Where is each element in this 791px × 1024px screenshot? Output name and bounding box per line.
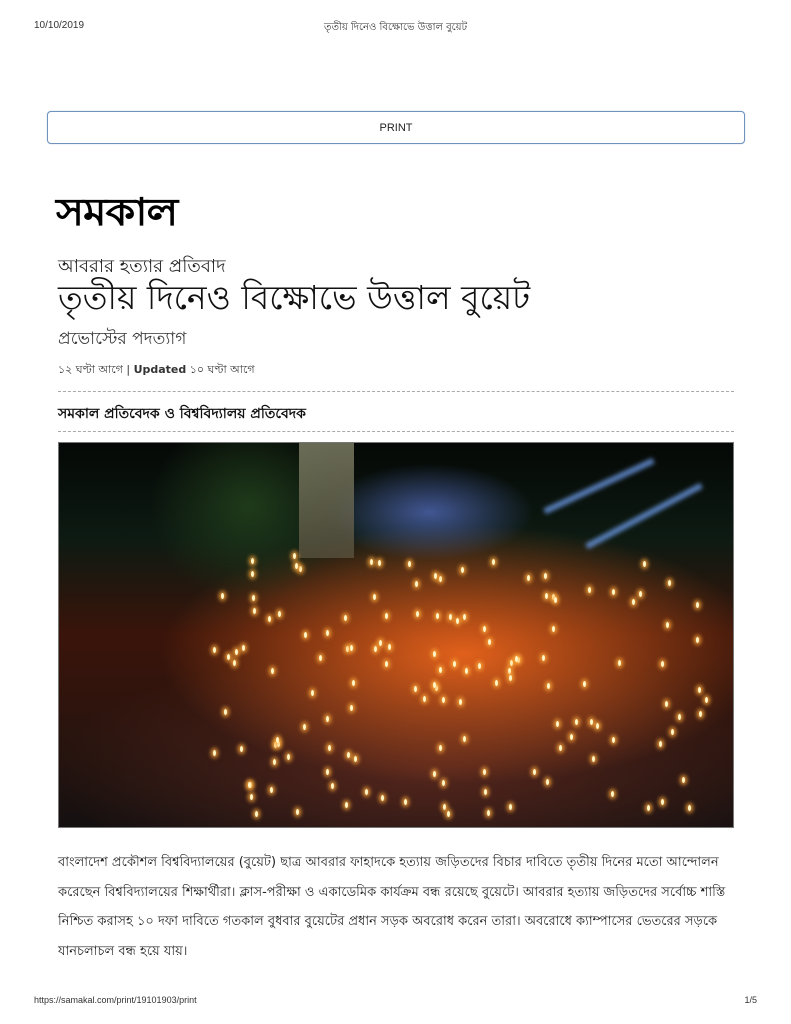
candle-light: [661, 799, 664, 805]
candle-light: [647, 805, 650, 811]
candle-light: [447, 811, 450, 817]
article-kicker: আবরার হত্যার প্রতিবাদ: [58, 256, 226, 277]
article-body: বাংলাদেশ প্রকৌশল বিশ্ববিদ্যালয়ের (বুয়েট) ছাত্র আবরার ফাহাদকে হত্যায় জড়িতদের বিচার দাবিতে তৃতীয় দিনের মতো আন্দোলন করেছেন বিশ্ববিদ্যালয়ের শিক্ষার্থীরা। ক্লাস-পরীক্ষা ও একাডেমিক কার্যক্রম বন্ধ রয়েছে বুয়েটে। আবরার হত্যায় জড়িতদের সর্বোচ্চ শাস্তি নিশ্চিত করাসহ ১০ দফা দাবিতে গতকাল বুধবার বুয়েটের প্রধান সড়ক অবরোধ করেন তারা। অবরোধে ক্যাম্পাসের ভেতরের সড়কে যানচলাচল বন্ধ হয়ে যায়।: [58, 855, 726, 959]
candle-light: [319, 655, 322, 661]
candle-light: [659, 741, 662, 747]
candle-light: [618, 660, 621, 666]
candle-light: [478, 663, 481, 669]
photo-building: [299, 443, 354, 558]
candle-light: [544, 573, 547, 579]
candle-light: [326, 769, 329, 775]
candle-light: [434, 573, 437, 579]
candle-light: [527, 575, 530, 581]
candle-light: [354, 756, 357, 762]
candle-light: [278, 611, 281, 617]
candle-light: [271, 668, 274, 674]
article-headline: তৃতীয় দিনেও বিক্ষোভে উত্তাল বুয়েট: [58, 278, 531, 317]
candle-light: [404, 799, 407, 805]
candle-light: [459, 699, 462, 705]
candle-light: [433, 771, 436, 777]
print-button[interactable]: PRINT: [47, 111, 745, 144]
candle-light: [661, 661, 664, 667]
candle-light: [556, 721, 559, 727]
candle-light: [678, 714, 681, 720]
candle-light: [699, 711, 702, 717]
candle-light: [456, 618, 459, 624]
candle-light: [575, 719, 578, 725]
candle-light: [643, 561, 646, 567]
candle-light: [495, 680, 498, 686]
print-page-number: 1/5: [744, 995, 757, 1005]
candle-light: [463, 614, 466, 620]
print-page-title: তৃতীয় দিনেও বিক্ষোভে উত্তাল বুয়েট: [323, 22, 468, 33]
candle-light: [345, 802, 348, 808]
candle-light: [533, 769, 536, 775]
candle-light: [546, 779, 549, 785]
print-date: 10/10/2019: [34, 20, 85, 31]
updated-label: Updated: [133, 363, 187, 376]
candle-light: [442, 697, 445, 703]
candle-light: [346, 646, 349, 652]
candle-light: [378, 560, 381, 566]
candle-light: [331, 783, 334, 789]
candle-light: [295, 563, 298, 569]
candle-light: [547, 683, 550, 689]
article-meta: [58, 361, 255, 380]
candle-light: [696, 602, 699, 608]
candle-light: [365, 789, 368, 795]
candle-light: [696, 637, 699, 643]
candle-light: [463, 736, 466, 742]
candle-light: [235, 649, 238, 655]
candle-light: [326, 630, 329, 636]
candle-light: [299, 566, 302, 572]
published-time: ১২ ঘণ্টা আগে: [58, 363, 123, 376]
candle-light: [705, 697, 708, 703]
candle-light: [492, 559, 495, 565]
candle-light: [442, 780, 445, 786]
candle-light: [213, 750, 216, 756]
candle-light: [449, 614, 452, 620]
candle-light: [509, 675, 512, 681]
updated-time: ১০ ঘণ্টা আগে: [189, 363, 255, 376]
candle-light: [465, 668, 468, 674]
candle-light: [515, 656, 518, 662]
divider-bottom: [58, 431, 734, 432]
candle-light: [385, 661, 388, 667]
candle-light: [484, 789, 487, 795]
candle-light: [508, 668, 511, 674]
candle-light: [268, 616, 271, 622]
candle-light: [328, 745, 331, 751]
candle-light: [381, 795, 384, 801]
candle-light: [439, 576, 442, 582]
candle-light: [250, 794, 253, 800]
candle-light: [488, 639, 491, 645]
candle-light: [632, 599, 635, 605]
photo-light-beam: [585, 483, 703, 549]
candle-light: [251, 558, 254, 564]
candle-light: [436, 613, 439, 619]
candle-light: [487, 810, 490, 816]
candle-light: [414, 686, 417, 692]
candle-light: [552, 626, 555, 632]
candle-light: [253, 608, 256, 614]
candle-light: [415, 581, 418, 587]
candle-light: [213, 647, 216, 653]
print-url: https://samakal.com/print/19101903/print: [34, 995, 197, 1005]
candle-light: [379, 640, 382, 646]
candle-light: [666, 622, 669, 628]
candle-light: [416, 611, 419, 617]
candle-light: [443, 804, 446, 810]
site-logo: সমকাল: [56, 190, 178, 234]
candle-light: [350, 705, 353, 711]
meta-separator: |: [122, 363, 134, 376]
article-byline: সমকাল প্রতিবেদক ও বিশ্ববিদ্যালয় প্রতিবেদক: [58, 406, 306, 422]
candle-light: [590, 719, 593, 725]
candle-light: [483, 626, 486, 632]
candle-light: [303, 724, 306, 730]
candle-light: [224, 709, 227, 715]
candle-light: [242, 645, 245, 651]
candle-light: [233, 660, 236, 666]
candle-light: [453, 661, 456, 667]
divider-top: [58, 391, 734, 392]
candle-light: [270, 787, 273, 793]
article-subheadline: প্রভোস্টের পদত্যাগ: [58, 329, 187, 349]
candle-light: [240, 746, 243, 752]
candle-light: [611, 791, 614, 797]
candle-light: [439, 745, 442, 751]
candle-light: [388, 644, 391, 650]
candle-light: [665, 701, 668, 707]
candle-light: [344, 615, 347, 621]
candle-light: [671, 729, 674, 735]
candle-light: [255, 811, 258, 817]
candle-light: [296, 809, 299, 815]
candle-light: [682, 777, 685, 783]
candle-light: [698, 687, 701, 693]
candle-light: [592, 756, 595, 762]
candle-light: [373, 594, 376, 600]
candle-light: [433, 682, 436, 688]
candle-light: [408, 561, 411, 567]
candle-light: [554, 597, 557, 603]
candle-light: [542, 655, 545, 661]
candle-light: [350, 645, 353, 651]
photo-light-beam: [543, 458, 654, 514]
candle-light: [688, 805, 691, 811]
candle-light: [668, 580, 671, 586]
candle-light: [352, 680, 355, 686]
candle-light: [596, 723, 599, 729]
candle-light: [304, 632, 307, 638]
candle-light: [461, 567, 464, 573]
candle-light: [311, 690, 314, 696]
candle-light: [583, 681, 586, 687]
candle-light: [326, 716, 329, 722]
candle-light: [639, 591, 642, 597]
candle-light: [510, 660, 513, 666]
candle-light: [483, 769, 486, 775]
candle-light: [612, 737, 615, 743]
candle-light: [588, 587, 591, 593]
candle-light: [423, 696, 426, 702]
candle-light: [433, 651, 436, 657]
candle-light: [374, 646, 377, 652]
candle-light: [570, 734, 573, 740]
candle-light: [545, 593, 548, 599]
candle-light: [227, 654, 230, 660]
candle-light: [370, 559, 373, 565]
candle-light: [287, 754, 290, 760]
candle-light: [273, 759, 276, 765]
article-photo: [58, 442, 734, 828]
candle-light: [347, 752, 350, 758]
candle-light: [612, 589, 615, 595]
candle-light: [439, 667, 442, 673]
candle-light: [509, 804, 512, 810]
candle-light: [385, 613, 388, 619]
candle-light: [559, 745, 562, 751]
